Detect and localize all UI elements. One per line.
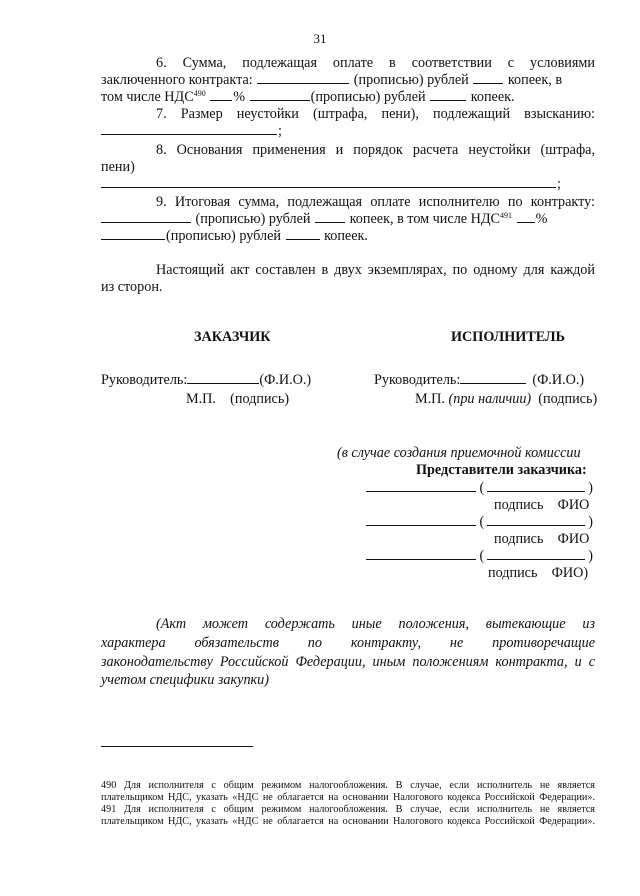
item9-line2: (прописью) рублей копеек, в том числе НДС$^{491}$ % bbox=[101, 211, 547, 228]
rep3-sign-blank bbox=[366, 548, 476, 560]
commission-row-3: ( ) bbox=[366, 548, 593, 565]
closing-note-line4: учетом специфики закупки) bbox=[101, 672, 270, 688]
total-vat-percent-blank bbox=[517, 211, 535, 223]
footnote-separator bbox=[101, 746, 253, 747]
item8-line2: пени) bbox=[101, 159, 135, 175]
customer-title: ЗАКАЗЧИК bbox=[194, 329, 271, 345]
vat-amount-blank bbox=[250, 89, 310, 101]
customer-head-line: Руководитель: (Ф.И.О.) bbox=[101, 372, 312, 388]
footnote-490-line1: 490 Для исполнителя с общим режимом налогообложения. В случае, если исполнитель не является bbox=[101, 780, 595, 791]
commission-row-1: ( ) bbox=[366, 480, 593, 497]
vat-kopecks-blank bbox=[430, 89, 466, 101]
item6-line1: 6. Сумма, подлежащая оплате в соответствии с условиями bbox=[156, 55, 595, 71]
copies-line1: Настоящий акт составлен в двух экземплярах, по одному для каждой bbox=[156, 262, 595, 278]
total-vat-kopecks-blank bbox=[286, 228, 320, 240]
rep1-sign-blank bbox=[366, 480, 476, 492]
item8-line3: ; bbox=[101, 176, 561, 193]
item9-line1: 9. Итоговая сумма, подлежащая оплате исполнителю по контракту: bbox=[156, 194, 595, 210]
kopecks-blank bbox=[473, 72, 503, 84]
commission-caption-1: подпись ФИО bbox=[494, 497, 590, 513]
total-vat-amount-blank bbox=[101, 228, 165, 240]
amount-blank bbox=[257, 72, 349, 84]
item9-line3: (прописью) рублей копеек. bbox=[101, 228, 368, 245]
rep3-fio-blank bbox=[487, 548, 585, 560]
footnote-491-line2: плательщиком НДС, указать «НДС не облагается на основании Налогового кодекса Российской Федерации». bbox=[101, 816, 595, 827]
vat-percent-blank bbox=[210, 89, 232, 101]
rep1-fio-blank bbox=[487, 480, 585, 492]
commission-note: (в случае создания приемочной комиссии bbox=[337, 445, 581, 461]
contractor-head-line: Руководитель: (Ф.И.О.) bbox=[374, 372, 585, 388]
closing-note-line2: характера обязательств по контракту, не противоречащие bbox=[101, 635, 595, 651]
penalty-basis-blank bbox=[101, 176, 556, 188]
customer-sign-blank bbox=[187, 372, 259, 384]
contractor-mp-line: М.П. (при наличии) (подпись) bbox=[415, 391, 598, 407]
commission-title: Представители заказчика: bbox=[416, 462, 587, 478]
total-kopecks-blank bbox=[315, 211, 345, 223]
footnote-490-line2: плательщиком НДС, указать «НДС не облагается на основании Налогового кодекса Российской Федерации». bbox=[101, 792, 595, 803]
item8-line1: 8. Основания применения и порядок расчета неустойки (штрафа, bbox=[156, 142, 595, 158]
page-number: 31 bbox=[313, 31, 327, 46]
penalty-blank bbox=[101, 123, 277, 135]
total-amount-blank bbox=[101, 211, 191, 223]
commission-row-2: ( ) bbox=[366, 514, 593, 531]
customer-mp-line: М.П. (подпись) bbox=[186, 391, 290, 407]
item7-line1: 7. Размер неустойки (штрафа, пени), подлежащий взысканию: bbox=[156, 106, 595, 122]
commission-caption-3: подпись ФИО) bbox=[488, 565, 589, 581]
item6-line2: заключенного контракта: (прописью) рублей копеек, в bbox=[101, 72, 563, 88]
contractor-title: ИСПОЛНИТЕЛЬ bbox=[451, 329, 565, 345]
item6-line3: том числе НДС$^{490}$ % (прописью) рублей копеек. bbox=[101, 89, 515, 105]
footnote-491-line1: 491 Для исполнителя с общим режимом налогообложения. В случае, если исполнитель не является bbox=[101, 804, 595, 815]
rep2-sign-blank bbox=[366, 514, 476, 526]
contractor-sign-blank bbox=[460, 372, 526, 384]
item7-line2: ; bbox=[101, 123, 282, 140]
closing-note-line3: законодательству Российской Федерации, иным положениям контракта, и с bbox=[101, 654, 595, 670]
rep2-fio-blank bbox=[487, 514, 585, 526]
closing-note-line1: (Акт может содержать иные положения, вытекающие из bbox=[156, 616, 595, 632]
commission-caption-2: подпись ФИО bbox=[494, 531, 590, 547]
copies-line2: из сторон. bbox=[101, 279, 163, 295]
